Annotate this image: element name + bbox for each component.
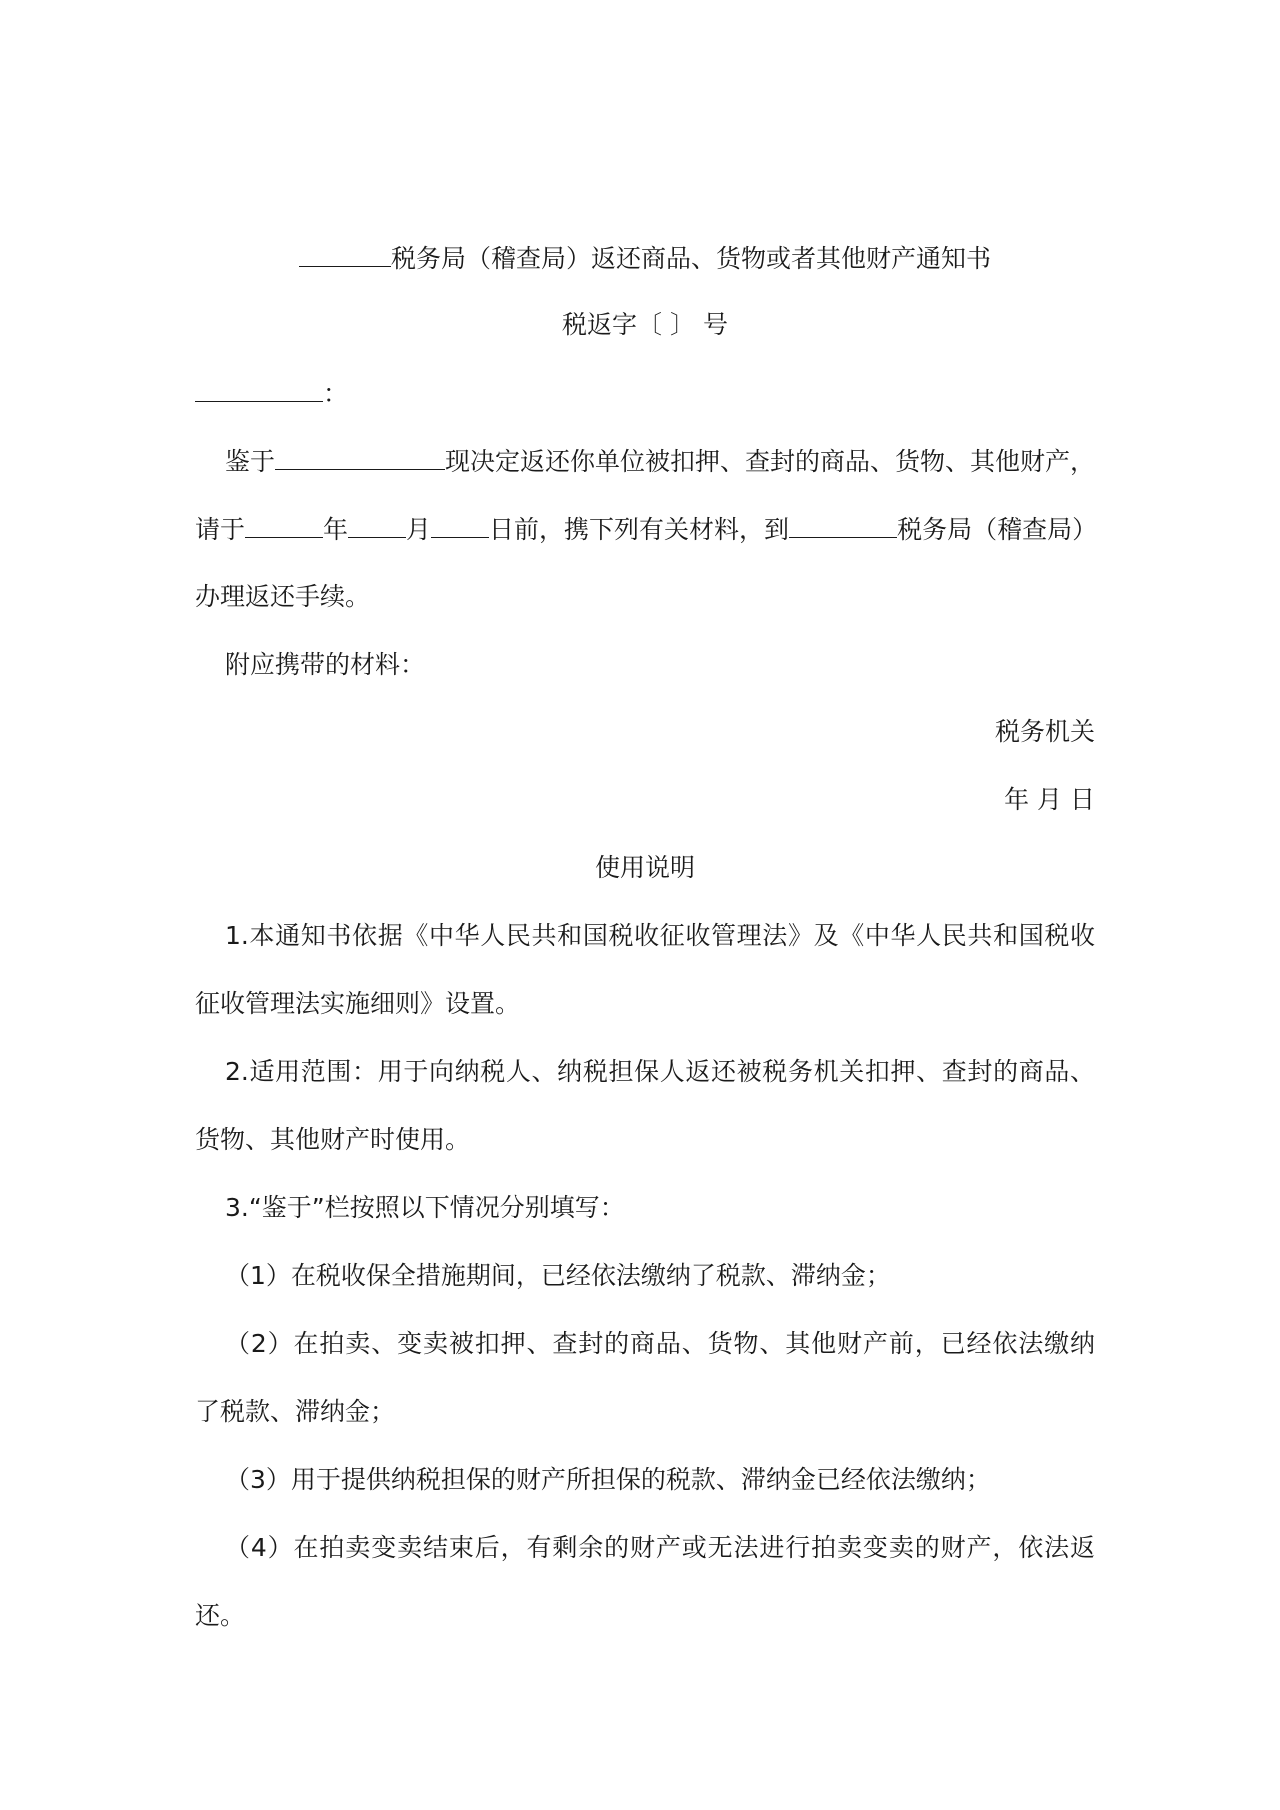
instruction-line: （2）在拍卖、变卖被扣押、查封的商品、货物、其他财产前，已经依法缴纳 [225,1329,1095,1358]
body-line-3: 办理返还手续。 [195,582,371,611]
document-number: 税返字〔 〕 号 [562,310,728,339]
recipient-blank[interactable] [195,375,323,402]
instruction-line: 3.“鉴于”栏按照以下情况分别填写： [225,1193,625,1222]
instruction-line: 2.适用范围：用于向纳税人、纳税担保人返还被税务机关扣押、查封的商品、 [225,1057,1095,1086]
body-line-1 [195,443,1095,479]
year-blank[interactable] [245,511,323,538]
document-title [195,240,1095,276]
body-line-2 [195,511,1098,547]
please-label: 请于 [195,515,246,544]
instructions-heading: 使用说明 [594,853,695,882]
decision-text: 现决定返还你单位被扣押、查封的商品、货物、其他财产， [445,447,1096,476]
instruction-line: 还。 [195,1601,246,1630]
bureau-name-blank[interactable] [299,240,391,267]
signing-authority: 税务机关 [994,717,1095,746]
attachments-label: 附应携带的材料： [225,650,426,679]
recipient-line [195,375,1095,411]
instruction-line: 1.本通知书依据《中华人民共和国税收征收管理法》及《中华人民共和国税收 [225,921,1095,950]
recipient-colon: ： [323,379,349,408]
instruction-line: 征收管理法实施细则》设置。 [195,989,521,1018]
instruction-line: （1）在税收保全措施期间，已经依法缴纳了税款、滞纳金； [225,1261,891,1290]
reason-blank[interactable] [275,443,445,470]
month-blank[interactable] [348,511,406,538]
instruction-line: 了税款、滞纳金； [195,1397,396,1426]
day-blank[interactable] [431,511,489,538]
instruction-line: （4）在拍卖变卖结束后，有剩余的财产或无法进行拍卖变卖的财产，依法返 [225,1533,1095,1562]
whereas-label: 鉴于 [225,447,276,476]
title-text: 税务局（稽查局）返还商品、货物或者其他财产通知书 [390,244,991,273]
year-label: 年 [323,515,349,544]
signing-date: 年 月 日 [1004,785,1095,814]
destination-bureau-blank[interactable] [789,511,897,538]
instruction-line: 货物、其他财产时使用。 [195,1125,471,1154]
bureau-label: 税务局（稽查局） [897,515,1098,544]
instruction-line: （3）用于提供纳税担保的财产所担保的税款、滞纳金已经依法缴纳； [225,1465,991,1494]
day-label: 日前，携下列有关材料，到 [489,515,790,544]
month-label: 月 [406,515,432,544]
